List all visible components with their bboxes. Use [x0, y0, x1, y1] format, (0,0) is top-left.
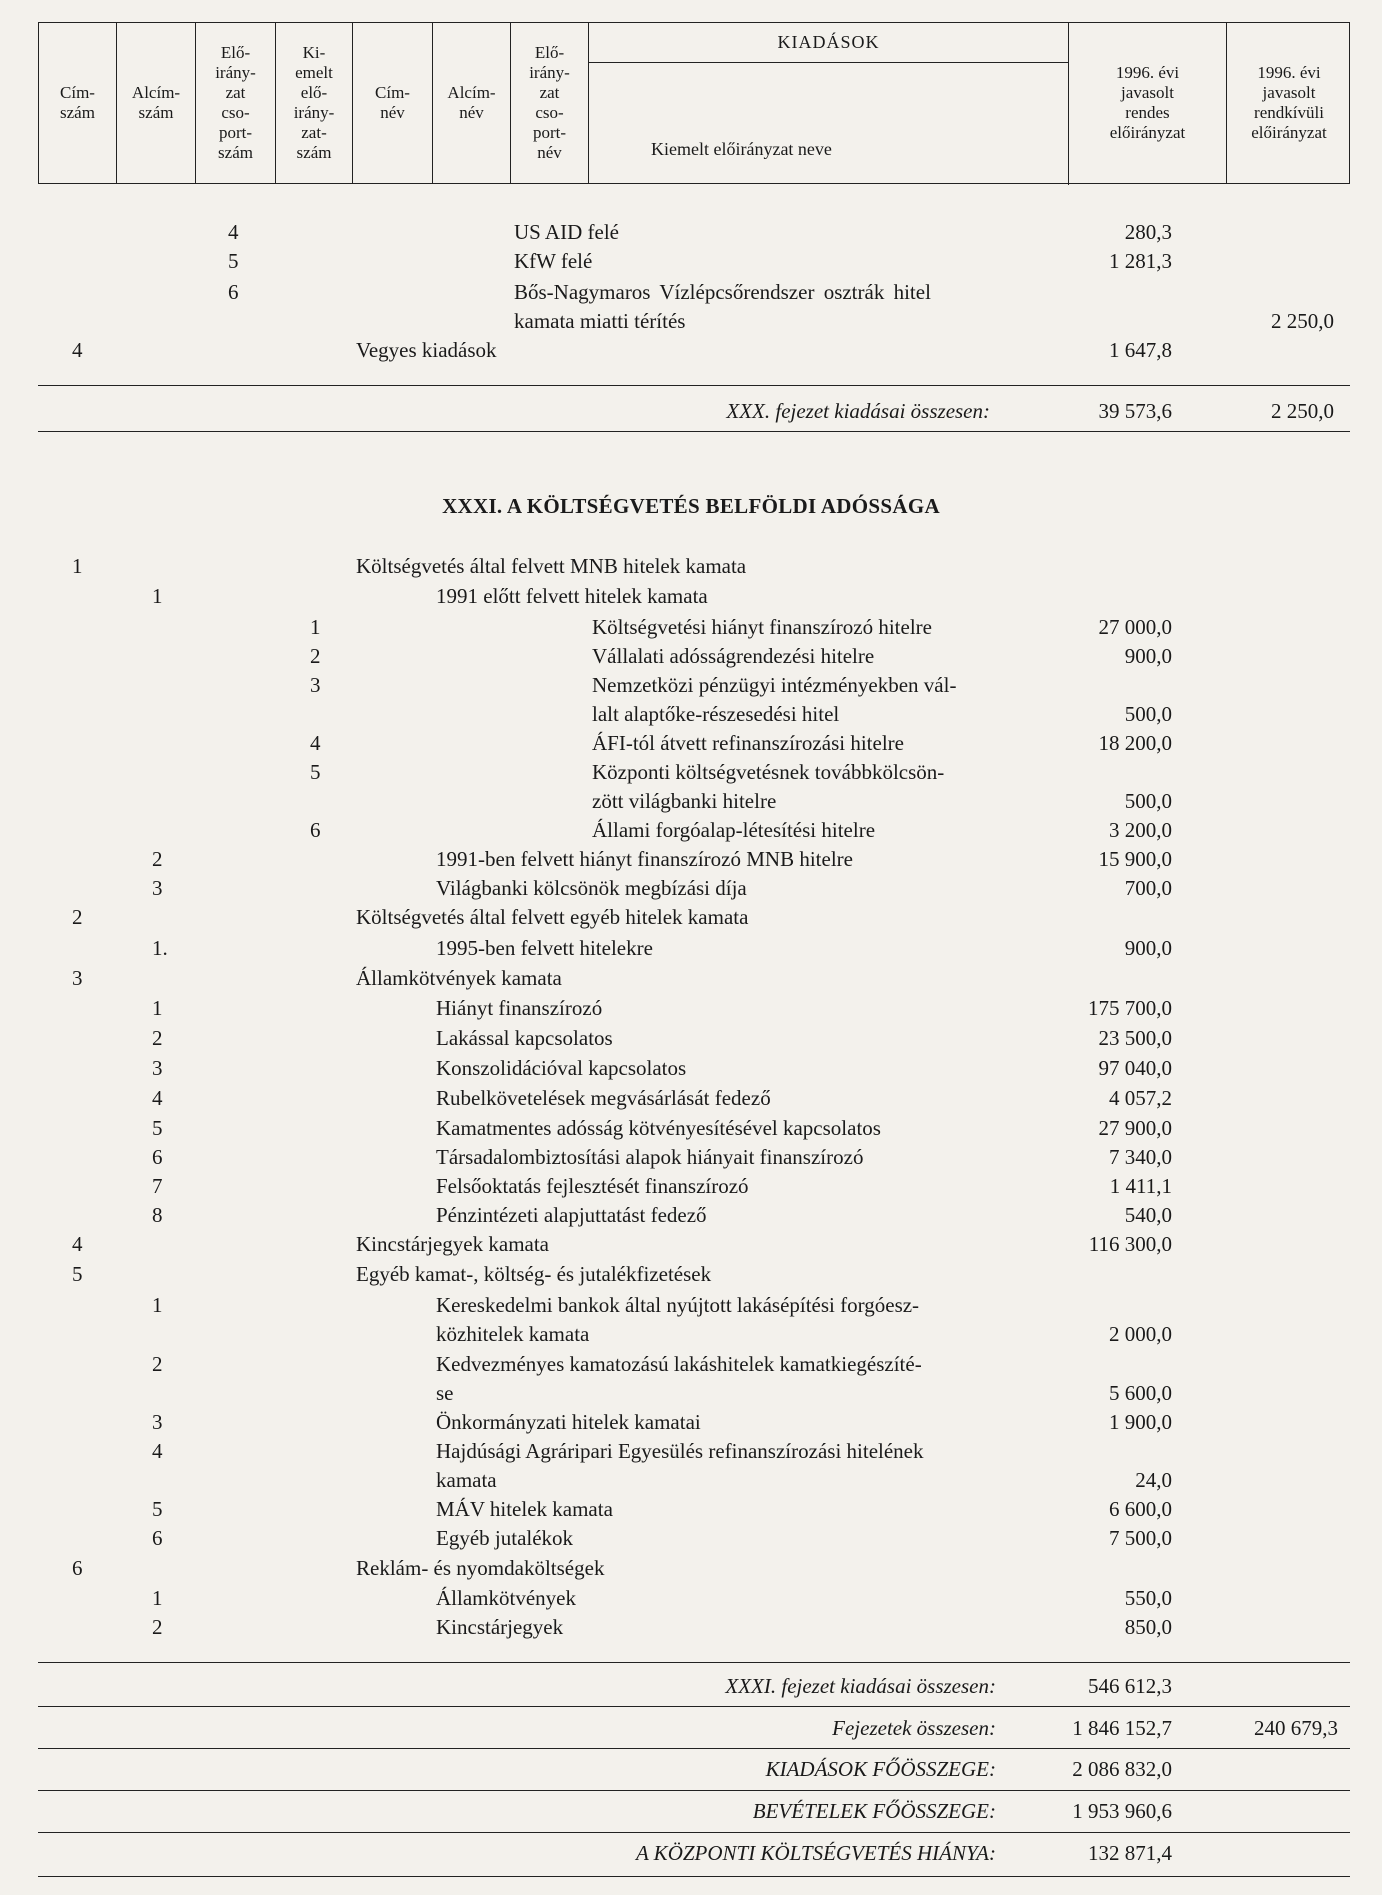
- row-alcim: 2: [152, 1615, 163, 1639]
- header-cimnev: Cím- név: [353, 23, 433, 183]
- row-value: 6 600,0: [1109, 1497, 1172, 1521]
- row-value: 27 900,0: [1098, 1116, 1172, 1140]
- row-name-cont: kamata: [436, 1468, 497, 1492]
- header-rendes: 1996. évi javasolt rendes előirányzat: [1069, 23, 1227, 183]
- row-name: Állami forgóalap-létesítési hitelre: [592, 818, 876, 842]
- total-value: 39 573,6: [1098, 399, 1172, 423]
- row-name: Világbanki kölcsönök megbízási díja: [436, 876, 747, 900]
- row-cim: 1: [72, 554, 83, 578]
- row-value: 7 340,0: [1109, 1145, 1172, 1169]
- row-alcim: 6: [152, 1145, 163, 1169]
- row-value: 550,0: [1124, 1586, 1172, 1610]
- row-name: Nemzetközi pénzügyi intézményekben vál-: [592, 673, 957, 697]
- row-name-cont: lalt alaptőke-részesedési hitel: [592, 702, 840, 726]
- row-name: Önkormányzati hitelek kamatai: [436, 1410, 701, 1434]
- row-name: Kincstárjegyek: [436, 1615, 564, 1639]
- total-label: XXXI. fejezet kiadásai összesen:: [725, 1674, 996, 1698]
- row-name: Kincstárjegyek kamata: [356, 1232, 549, 1256]
- row-value: 15 900,0: [1098, 847, 1172, 871]
- row-value: 116 300,0: [1088, 1232, 1172, 1256]
- divider: [38, 1876, 1350, 1877]
- row-alcim: 3: [152, 1056, 163, 1080]
- row-name: MÁV hitelek kamata: [436, 1497, 613, 1521]
- row-name-cont: kamata miatti térítés: [514, 309, 686, 333]
- row-value: 900,0: [1124, 936, 1172, 960]
- row-name: KfW felé: [514, 249, 593, 273]
- header-alcimszam: Alcím- szám: [117, 23, 196, 183]
- total-label: BEVÉTELEK FŐÖSSZEGE:: [752, 1799, 996, 1823]
- row-name: Költségvetési hiányt finanszírozó hitelre: [592, 615, 932, 639]
- row-alcim: 8: [152, 1203, 163, 1227]
- divider: [38, 431, 1350, 432]
- row-name: Kamatmentes adósság kötvényesítésével kapcsolatos: [436, 1116, 881, 1140]
- row-value: 700,0: [1124, 876, 1172, 900]
- row-name: Költségvetés által felvett MNB hitelek kamata: [356, 554, 747, 578]
- row-alcim: 4: [152, 1086, 163, 1110]
- row-name: Társadalombiztosítási alapok hiányait finanszírozó: [436, 1145, 864, 1169]
- row-name: Vegyes kiadások: [356, 338, 497, 362]
- row-name: Vállalati adósságrendezési hitelre: [592, 644, 875, 668]
- row-name: Államkötvények: [436, 1586, 576, 1610]
- row-name: Hiányt finanszírozó: [436, 996, 603, 1020]
- row-alcim: 1: [152, 584, 163, 608]
- row-value: 500,0: [1124, 702, 1172, 726]
- total-label: Fejezetek összesen:: [832, 1716, 996, 1740]
- row-name: Lakással kapcsolatos: [436, 1026, 613, 1050]
- row-no: 4: [228, 220, 239, 244]
- divider: [38, 1706, 1350, 1707]
- header-rendkivuli: 1996. évi javasolt rendkívüli előirányzat: [1251, 63, 1327, 142]
- row-value: 280,3: [1124, 220, 1172, 244]
- total-value: 2 086 832,0: [1072, 1757, 1172, 1781]
- row-value: 7 500,0: [1109, 1526, 1172, 1550]
- row-no: 3: [310, 673, 321, 697]
- row-no: 5: [310, 760, 321, 784]
- row-name-cont: se: [436, 1381, 454, 1405]
- row-name: Egyéb jutalékok: [436, 1526, 574, 1550]
- row-cim: 2: [72, 905, 83, 929]
- row-no: 4: [310, 731, 321, 755]
- row-name: Reklám- és nyomdaköltségek: [356, 1556, 605, 1580]
- row-value: 540,0: [1124, 1203, 1172, 1227]
- row-value: 1 411,1: [1109, 1174, 1172, 1198]
- section-title: XXXI. A KÖLTSÉGVETÉS BELFÖLDI ADÓSSÁGA: [442, 494, 940, 518]
- row-value: 18 200,0: [1098, 731, 1172, 755]
- row-name: Kereskedelmi bankok által nyújtott lakásépítési forgóesz-: [436, 1293, 920, 1317]
- header-alcimnev: Alcím- név: [433, 23, 511, 183]
- row-no: 6: [228, 280, 239, 304]
- row-name: Költségvetés által felvett egyéb hitelek kamata: [356, 905, 749, 929]
- row-name: Konszolidációval kapcsolatos: [436, 1056, 687, 1080]
- total-label: XXX. fejezet kiadásai összesen:: [726, 399, 990, 423]
- row-value-extra: 2 250,0: [1271, 309, 1334, 333]
- row-cim: 3: [72, 966, 83, 990]
- row-name: 1991 előtt felvett hitelek kamata: [436, 584, 708, 608]
- row-alcim: 1.: [152, 936, 168, 960]
- header-kiadasok: KIADÁSOK: [589, 23, 1069, 63]
- row-value: 1 900,0: [1109, 1410, 1172, 1434]
- row-name: Pénzintézeti alapjuttatást fedező: [436, 1203, 707, 1227]
- row-value: 4 057,2: [1109, 1086, 1172, 1110]
- row-name: 1995-ben felvett hitelekre: [436, 936, 653, 960]
- row-name-cont: zött világbanki hitelre: [592, 789, 777, 813]
- row-value: 1 647,8: [1109, 338, 1172, 362]
- total-label: A KÖZPONTI KÖLTSÉGVETÉS HIÁNYA:: [635, 1841, 996, 1865]
- row-value: 175 700,0: [1088, 996, 1172, 1020]
- row-cim: 6: [72, 1556, 83, 1580]
- row-name: ÁFI-tól átvett refinanszírozási hitelre: [592, 731, 904, 755]
- row-alcim: 7: [152, 1174, 163, 1198]
- row-alcim: 3: [152, 1410, 163, 1434]
- divider: [38, 1748, 1350, 1749]
- divider: [38, 1832, 1350, 1833]
- row-value: 1 281,3: [1109, 249, 1172, 273]
- total-value-extra: 240 679,3: [1254, 1716, 1338, 1740]
- total-value: 132 871,4: [1088, 1841, 1172, 1865]
- header-kiemelt-nev: Kiemelt előirányzat neve: [589, 63, 1069, 185]
- row-alcim: 2: [152, 1026, 163, 1050]
- row-value: 24,0: [1135, 1468, 1172, 1492]
- row-alcim: 3: [152, 876, 163, 900]
- row-value: 500,0: [1124, 789, 1172, 813]
- row-cim: 4: [72, 338, 83, 362]
- row-no: 2: [310, 644, 321, 668]
- table-header: [38, 22, 1350, 184]
- row-value: 900,0: [1124, 644, 1172, 668]
- header-eloiranyzat-csoport: Elő- irány- zat cso- port- szám: [196, 23, 276, 183]
- row-alcim: 1: [152, 996, 163, 1020]
- row-alcim: 5: [152, 1116, 163, 1140]
- row-value: 23 500,0: [1098, 1026, 1172, 1050]
- divider: [38, 1662, 1350, 1663]
- row-alcim: 4: [152, 1439, 163, 1463]
- row-alcim: 1: [152, 1586, 163, 1610]
- divider: [38, 1790, 1350, 1791]
- row-name-cont: közhitelek kamata: [436, 1322, 590, 1346]
- header-eloiranyzat-csoport-nev: Elő- irány- zat cso- port- név: [511, 23, 589, 183]
- row-name: US AID felé: [514, 220, 619, 244]
- row-alcim: 5: [152, 1497, 163, 1521]
- divider: [38, 385, 1350, 386]
- header-cimszam: Cím- szám: [39, 23, 117, 183]
- row-name: Bős-Nagymaros Vízlépcsőrendszer osztrák hitel: [514, 280, 931, 304]
- row-name: 1991-ben felvett hiányt finanszírozó MNB hitelre: [436, 847, 853, 871]
- total-label: KIADÁSOK FŐÖSSZEGE:: [765, 1757, 996, 1781]
- total-value: 1 953 960,6: [1072, 1799, 1172, 1823]
- row-value: 2 000,0: [1109, 1322, 1172, 1346]
- row-name: Egyéb kamat-, költség- és jutalékfizetések: [356, 1262, 712, 1286]
- row-alcim: 2: [152, 847, 163, 871]
- row-cim: 4: [72, 1232, 83, 1256]
- total-value-extra: 2 250,0: [1271, 399, 1334, 423]
- row-no: 1: [310, 615, 321, 639]
- row-name: Felsőoktatás fejlesztését finanszírozó: [436, 1174, 749, 1198]
- row-name: Államkötvények kamata: [356, 966, 562, 990]
- row-no: 5: [228, 249, 239, 273]
- row-name: Rubelkövetelések megvásárlását fedező: [436, 1086, 771, 1110]
- row-value: 3 200,0: [1109, 818, 1172, 842]
- row-value: 5 600,0: [1109, 1381, 1172, 1405]
- header-kiemelt-eloiranyzat-szam: Ki- emelt elő- irány- zat- szám: [276, 23, 353, 183]
- row-name: Hajdúsági Agráripari Egyesülés refinanszírozási hitelének: [436, 1439, 924, 1463]
- row-value: 850,0: [1124, 1615, 1172, 1639]
- row-value: 97 040,0: [1098, 1056, 1172, 1080]
- row-no: 6: [310, 818, 321, 842]
- total-value: 546 612,3: [1088, 1674, 1172, 1698]
- row-alcim: 1: [152, 1293, 163, 1317]
- row-name: Központi költségvetésnek továbbkölcsön-: [592, 760, 945, 784]
- row-alcim: 6: [152, 1526, 163, 1550]
- row-cim: 5: [72, 1262, 83, 1286]
- row-name: Kedvezményes kamatozású lakáshitelek kamatkiegészíté-: [436, 1352, 922, 1376]
- total-value: 1 846 152,7: [1072, 1716, 1172, 1740]
- row-value: 27 000,0: [1098, 615, 1172, 639]
- row-alcim: 2: [152, 1352, 163, 1376]
